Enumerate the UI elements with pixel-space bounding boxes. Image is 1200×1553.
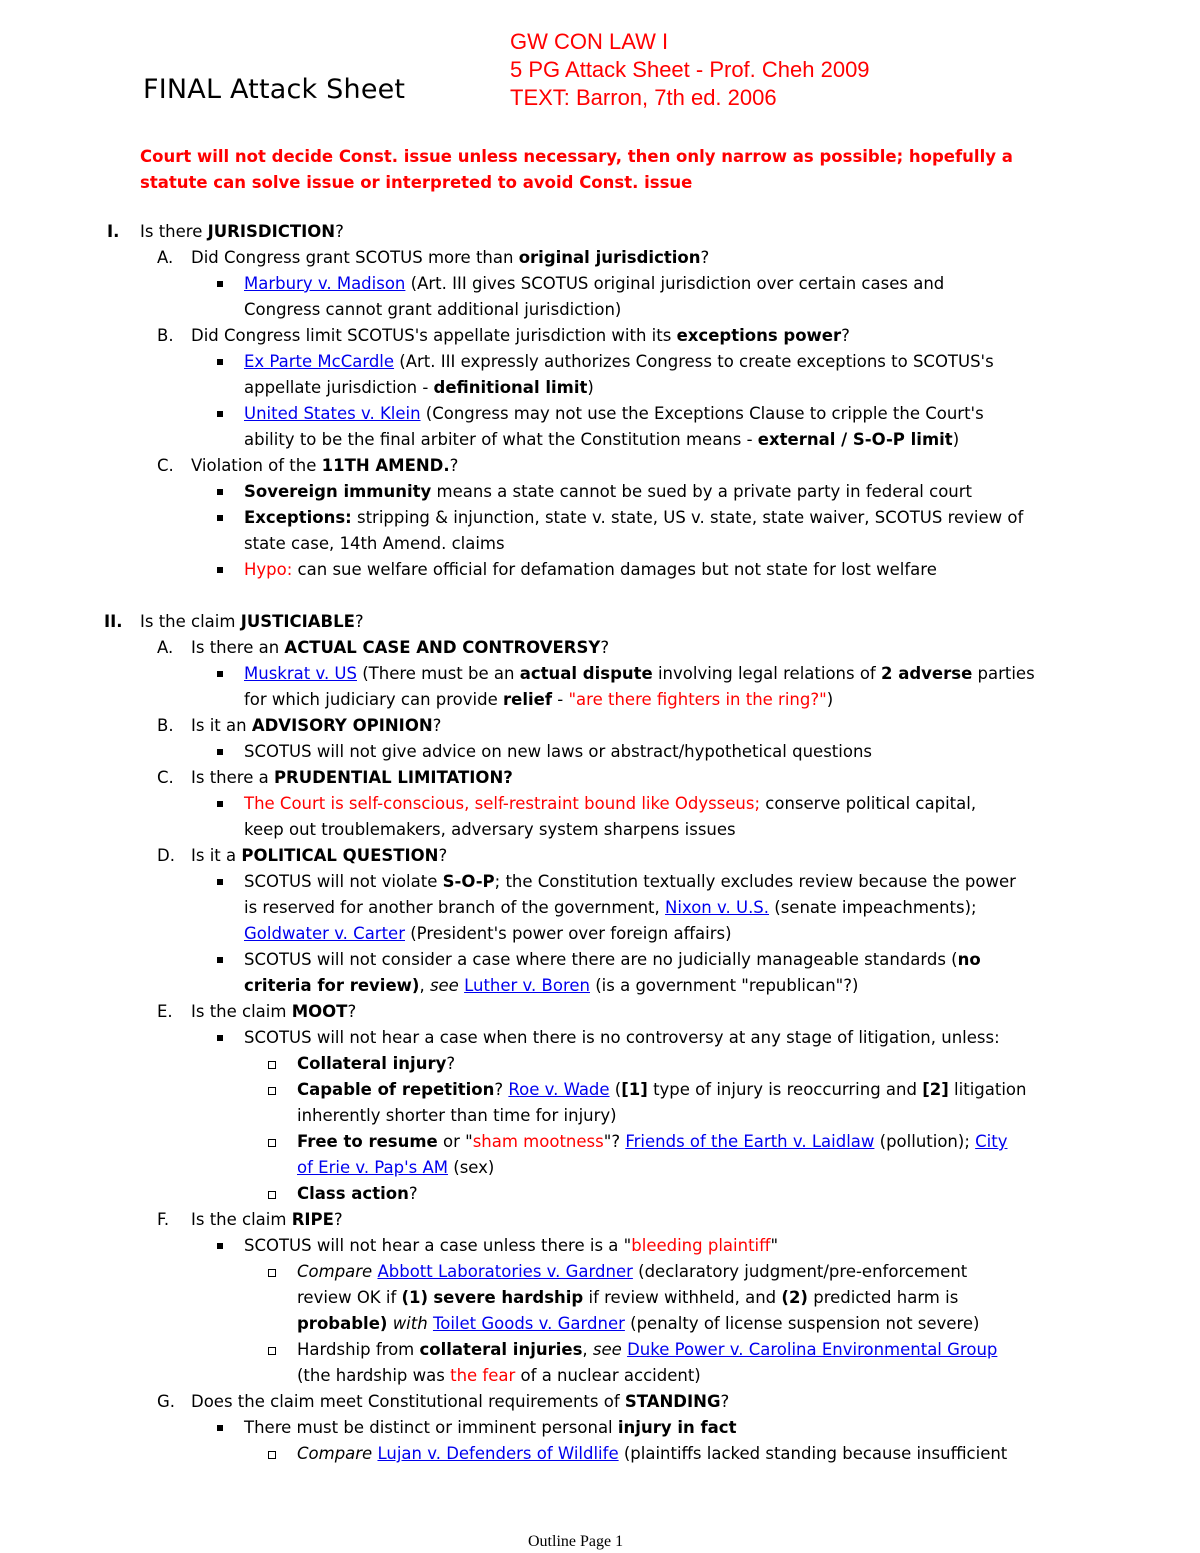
case-link[interactable]: of Erie v. Pap's AM xyxy=(297,1158,449,1177)
bullet-icon xyxy=(217,879,223,885)
case-link[interactable]: Toilet Goods v. Gardner xyxy=(432,1314,625,1333)
sub-list-item-continued: probable) with Toilet Goods v. Gardner (penalty of license suspension not severe) xyxy=(297,1314,980,1333)
bullet-icon xyxy=(217,411,223,417)
list-item: Marbury v. Madison (Art. III gives SCOTUS original jurisdiction over certain cases and xyxy=(244,274,945,293)
list-item: Ex Parte McCardle (Art. III expressly authorizes Congress to create exceptions to SCOTUS's xyxy=(244,352,994,371)
section-number: II. xyxy=(104,612,123,631)
subsection-heading: Is the claim RIPE? xyxy=(191,1210,343,1229)
list-item-continued: state case, 14th Amend. claims xyxy=(244,534,505,553)
list-item: United States v. Klein (Congress may not use the Exceptions Clause to cripple the Court's xyxy=(244,404,984,423)
list-item-continued: ability to be the final arbiter of what the Constitution means - external / S-O-P limit) xyxy=(244,430,960,449)
subsection-heading: Does the claim meet Constitutional requirements of STANDING? xyxy=(191,1392,730,1411)
sub-list-item: Free to resume or "sham mootness"? Friends of the Earth v. Laidlaw (pollution); City xyxy=(297,1132,1008,1151)
section-heading: Is the claim JUSTICIABLE? xyxy=(140,612,364,631)
sub-list-item: Compare Lujan v. Defenders of Wildlife (plaintiffs lacked standing because insufficient xyxy=(297,1444,1008,1463)
attack-sheet-subtitle: 5 PG Attack Sheet - Prof. Cheh 2009 xyxy=(510,57,870,82)
list-item: The Court is self-conscious, self-restraint bound like Odysseus; conserve political capital, xyxy=(244,794,977,813)
list-item-continued: keep out troublemakers, adversary system sharpens issues xyxy=(244,820,736,839)
list-item: SCOTUS will not give advice on new laws or abstract/hypothetical questions xyxy=(244,742,872,761)
case-link[interactable]: City xyxy=(975,1132,1008,1151)
checkbox-bullet-icon xyxy=(268,1061,276,1069)
list-item: SCOTUS will not violate S-O-P; the Constitution textually excludes review because the power xyxy=(244,872,1016,891)
list-item-continued: for which judiciary can provide relief - "are there fighters in the ring?") xyxy=(244,690,834,709)
bullet-icon xyxy=(217,957,223,963)
case-link[interactable]: Luther v. Boren xyxy=(464,976,590,995)
subsection-letter: B. xyxy=(157,716,174,735)
case-link[interactable]: United States v. Klein xyxy=(244,404,421,423)
subsection-heading: Violation of the 11TH AMEND.? xyxy=(191,456,459,475)
page-title: FINAL Attack Sheet xyxy=(143,74,406,105)
bullet-icon xyxy=(217,281,223,287)
checkbox-bullet-icon xyxy=(268,1347,276,1355)
subsection-letter: E. xyxy=(157,1002,173,1021)
case-link[interactable]: Goldwater v. Carter xyxy=(244,924,405,943)
bullet-icon xyxy=(217,1425,223,1431)
subsection-letter: C. xyxy=(157,456,174,475)
sub-list-item: Collateral injury? xyxy=(297,1054,456,1073)
list-item: SCOTUS will not hear a case unless there is a "bleeding plaintiff" xyxy=(244,1236,779,1255)
checkbox-bullet-icon xyxy=(268,1087,276,1095)
sub-list-item: Hardship from collateral injuries, see Duke Power v. Carolina Environmental Group xyxy=(297,1340,998,1359)
list-item-continued: criteria for review), see Luther v. Boren (is a government "republican"?) xyxy=(244,976,859,995)
case-link[interactable]: Roe v. Wade xyxy=(508,1080,610,1099)
subsection-letter: D. xyxy=(157,846,175,865)
bullet-icon xyxy=(217,1035,223,1041)
checkbox-bullet-icon xyxy=(268,1451,276,1459)
bullet-icon xyxy=(217,515,223,521)
page-footer: Outline Page 1 xyxy=(528,1533,624,1550)
case-link[interactable]: Muskrat v. US xyxy=(244,664,357,683)
subsection-letter: C. xyxy=(157,768,174,787)
case-link[interactable]: Marbury v. Madison xyxy=(244,274,406,293)
list-item: There must be distinct or imminent personal injury in fact xyxy=(244,1418,737,1437)
sub-list-item-continued: inherently shorter than time for injury) xyxy=(297,1106,617,1125)
subsection-letter: G. xyxy=(157,1392,176,1411)
checkbox-bullet-icon xyxy=(268,1269,276,1277)
case-link[interactable]: Lujan v. Defenders of Wildlife xyxy=(377,1444,619,1463)
case-link[interactable]: Abbott Laboratories v. Gardner xyxy=(377,1262,633,1281)
subsection-letter: B. xyxy=(157,326,174,345)
bullet-icon xyxy=(217,1243,223,1249)
bullet-icon xyxy=(217,801,223,807)
bullet-icon xyxy=(217,359,223,365)
section-number: I. xyxy=(107,222,120,241)
case-link[interactable]: Ex Parte McCardle xyxy=(244,352,395,371)
sub-list-item-continued: of Erie v. Pap's AM (sex) xyxy=(297,1158,495,1177)
list-item: Muskrat v. US (There must be an actual dispute involving legal relations of 2 adverse parties xyxy=(244,664,1035,683)
section-heading: Is there JURISDICTION? xyxy=(140,222,344,241)
subsection-letter: F. xyxy=(157,1210,170,1229)
list-item: Exceptions: stripping & injunction, state v. state, US v. state, state waiver, SCOTUS review of xyxy=(244,508,1024,527)
subsection-heading: Is there an ACTUAL CASE AND CONTROVERSY? xyxy=(191,638,610,657)
textbook-label: TEXT: Barron, 7th ed. 2006 xyxy=(510,85,777,110)
list-item-continued: is reserved for another branch of the government, Nixon v. U.S. (senate impeachments); xyxy=(244,898,977,917)
list-item: SCOTUS will not consider a case where there are no judicially manageable standards (no xyxy=(244,950,981,969)
subsection-heading: Is the claim MOOT? xyxy=(191,1002,357,1021)
list-item-continued: appellate jurisdiction - definitional limit) xyxy=(244,378,594,397)
subsection-letter: A. xyxy=(157,248,174,267)
intro-note: Court will not decide Const. issue unless necessary, then only narrow as possible; hopefully a statute can solve issue or interpreted to avoid Const. issue xyxy=(140,147,1013,192)
checkbox-bullet-icon xyxy=(268,1139,276,1147)
case-link[interactable]: Friends of the Earth v. Laidlaw xyxy=(625,1132,875,1151)
bullet-icon xyxy=(217,567,223,573)
list-item: SCOTUS will not hear a case when there is no controversy at any stage of litigation, unless: xyxy=(244,1028,1000,1047)
list-item-continued: Goldwater v. Carter (President's power over foreign affairs) xyxy=(244,924,732,943)
subsection-heading: Is it an ADVISORY OPINION? xyxy=(191,716,442,735)
subsection-heading: Did Congress limit SCOTUS's appellate jurisdiction with its exceptions power? xyxy=(191,326,850,345)
case-link[interactable]: Duke Power v. Carolina Environmental Group xyxy=(627,1340,998,1359)
subsection-letter: A. xyxy=(157,638,174,657)
bullet-icon xyxy=(217,749,223,755)
bullet-icon xyxy=(217,671,223,677)
case-link[interactable]: Nixon v. U.S. xyxy=(665,898,770,917)
list-item-continued: Congress cannot grant additional jurisdiction) xyxy=(244,300,622,319)
list-item: Hypo: can sue welfare official for defamation damages but not state for lost welfare xyxy=(244,560,937,579)
bullet-icon xyxy=(217,489,223,495)
sub-list-item: Class action? xyxy=(297,1184,418,1203)
subsection-heading: Did Congress grant SCOTUS more than original jurisdiction? xyxy=(191,248,710,267)
list-item: Sovereign immunity means a state cannot be sued by a private party in federal court xyxy=(244,482,973,501)
subsection-heading: Is there a PRUDENTIAL LIMITATION? xyxy=(191,768,513,787)
course-label: GW CON LAW I xyxy=(510,29,669,54)
sub-list-item: Compare Abbott Laboratories v. Gardner (declaratory judgment/pre-enforcement xyxy=(297,1262,968,1281)
checkbox-bullet-icon xyxy=(268,1191,276,1199)
subsection-heading: Is it a POLITICAL QUESTION? xyxy=(191,846,448,865)
sub-list-item-continued: review OK if (1) severe hardship if review withheld, and (2) predicted harm is xyxy=(297,1288,959,1307)
sub-list-item: Capable of repetition? Roe v. Wade ([1] type of injury is reoccurring and [2] litigation xyxy=(297,1080,1027,1099)
sub-list-item-continued: (the hardship was the fear of a nuclear accident) xyxy=(297,1366,701,1385)
